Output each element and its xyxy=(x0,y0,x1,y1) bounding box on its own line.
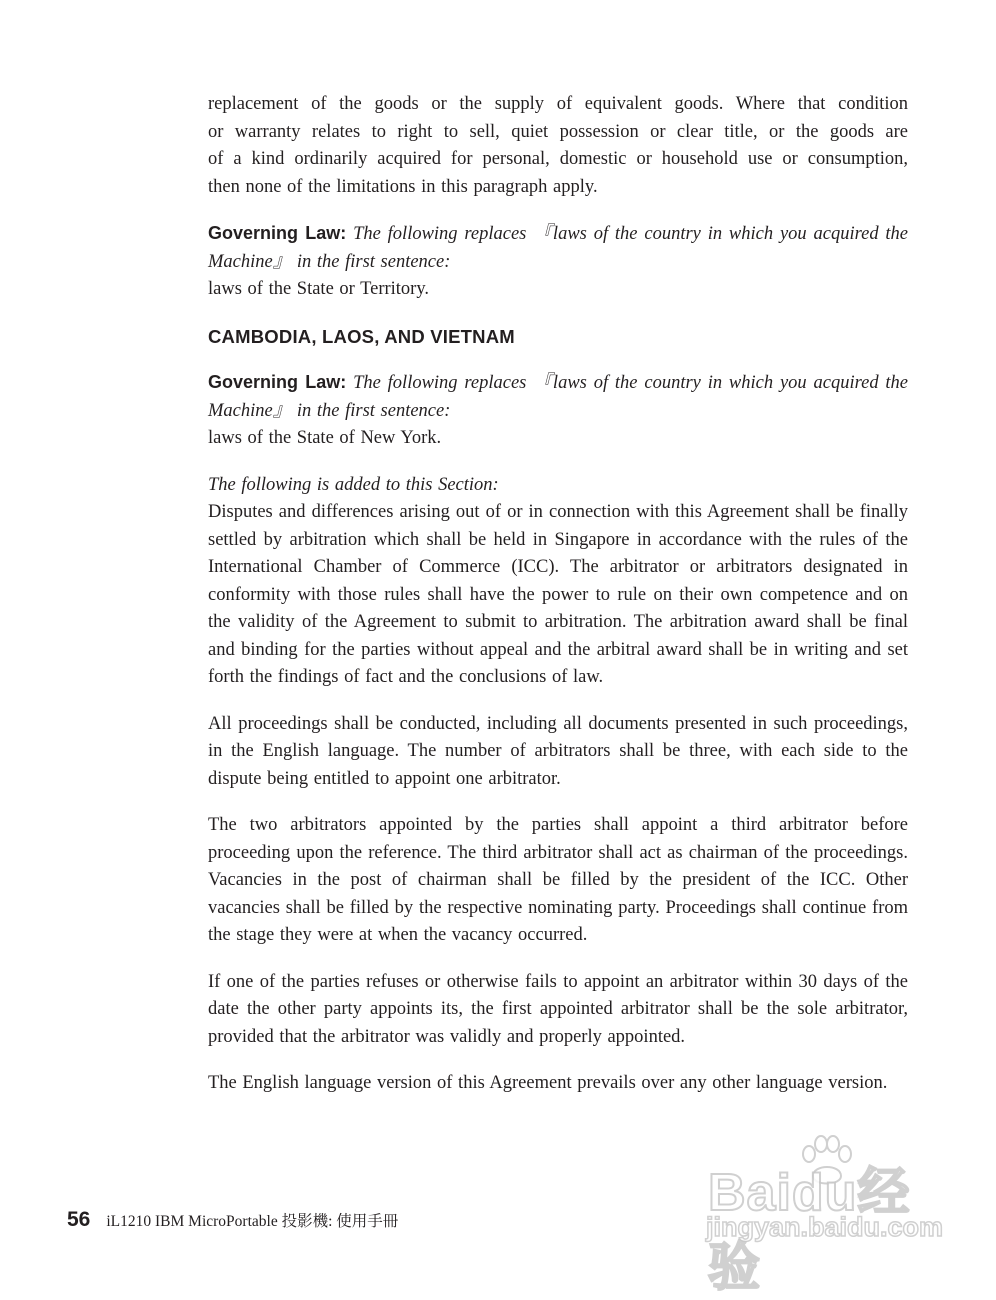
added-section-intro: The following is added to this Section: xyxy=(208,474,499,495)
added-section-text: Disputes and differences arising out of or in connection with this Agreement shall be finally settled by arbitration which shall be held in Singapore in accordance with the rules of the International Chamber of Commerce (ICC). The arbitrator or arbitrators designated in conformity with those rules shall have the power to rule on their own competence and on the validity of the Agreement to submit to arbitration. The arbitration award shall be final and binding for the parties without appeal and the arbitral award shall be in writing and set forth the findings of fact and the conclusions of law. xyxy=(208,502,908,687)
footer-title: iL1210 IBM MicroPortable 投影機: 使用手冊 xyxy=(106,1213,399,1230)
governing-law-italic: The following replaces 『laws of the country in which you acquired the Machine』 in the first sentence: xyxy=(208,373,909,421)
body-paragraph: All proceedings shall be conducted, including all documents presented in such proceedings, in the English language. The number of arbitrators shall be three, with each side to the dispute being entitled to appoint one arbitrator. xyxy=(208,713,908,789)
page-footer xyxy=(67,1208,398,1238)
governing-law-replacement: laws of the State or Territory. xyxy=(208,279,430,299)
governing-law-1 xyxy=(208,220,908,304)
watermark-logo-text: Baidu经验 xyxy=(708,1164,911,1297)
baidu-watermark xyxy=(700,1130,944,1297)
document-body xyxy=(208,91,908,1098)
body-paragraph: The English language version of this Agreement prevails over any other language version. xyxy=(208,1073,888,1093)
governing-law-label: Governing Law: xyxy=(208,372,347,392)
body-paragraph: If one of the parties refuses or otherwise fails to appoint an arbitrator within 30 days of the date the other party appoints its, the first appointed arbitrator shall be the sole arbitrator, provided that the arbitrator was validly and properly appointed. xyxy=(208,971,908,1047)
page-number: 56 xyxy=(67,1208,91,1231)
section-heading: CAMBODIA, LAOS, AND VIETNAM xyxy=(208,325,515,347)
body-paragraph: The two arbitrators appointed by the parties shall appoint a third arbitrator before proceeding upon the reference. The third arbitrator shall act as chairman of the proceedings. Vacancies in the post of chairman shall be filled by the president of the ICC. Other vacancies shall be filled by the respective nominating party. Proceedings shall continue from the stage they were at when the vacancy occurred. xyxy=(208,815,908,945)
watermark-url-text: jingyan.baidu.com xyxy=(706,1212,944,1242)
intro-line: or warranty relates to right to sell, quiet possession or clear title, or the goods are xyxy=(208,121,908,142)
intro-line: of a kind ordinarily acquired for personal, domestic or household use or consumption, xyxy=(208,149,908,169)
governing-law-2 xyxy=(208,369,908,453)
governing-law-replacement: laws of the State of New York. xyxy=(208,428,442,448)
intro-line: then none of the limitations in this paragraph apply. xyxy=(208,176,598,197)
intro-paragraph xyxy=(208,91,908,201)
governing-law-italic: The following replaces 『laws of the country in which you acquired the Machine』 in the first sentence: xyxy=(208,224,909,272)
intro-line: replacement of the goods or the supply of equivalent goods. Where that condition xyxy=(208,94,908,114)
added-section xyxy=(208,472,908,692)
governing-law-label: Governing Law: xyxy=(208,223,347,243)
